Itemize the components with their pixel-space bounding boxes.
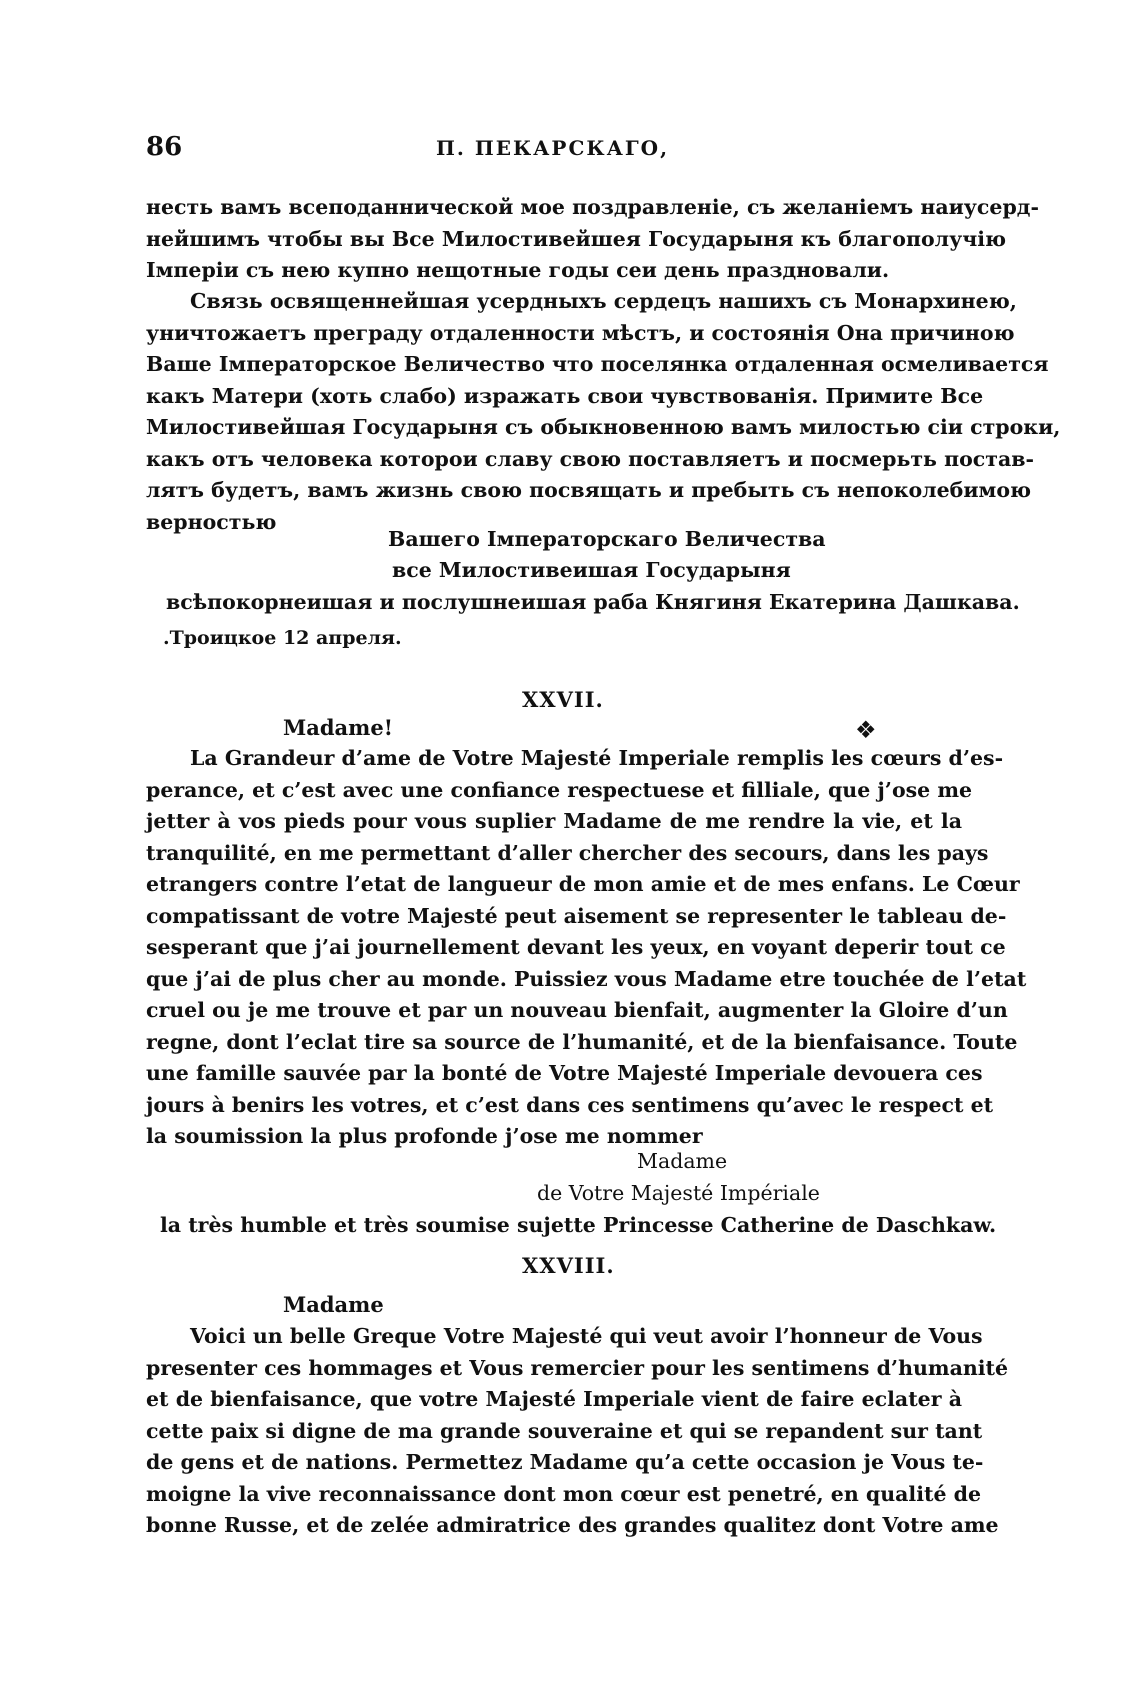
signature-line-fr: la très humble et très soumise sujette Princesse Catherine de Daschkaw. [160,1213,997,1237]
text-line: sesperant que j’ai journellement devant les yeux, en voyant deperir tout ce [146,935,1006,959]
text-line: Voici un belle Greque Votre Majesté qui veut avoir l’honneur de Vous [190,1324,983,1348]
text-line: de gens et de nations. Permettez Madame qu’a cette occasion je Vous te- [146,1450,984,1474]
text-line: лятъ будетъ, вамъ жизнь свою посвящать и пребыть съ непоколебимою [146,478,1032,502]
text-line: Імперіи съ нею купно нещотные годы сеи день праздновали. [146,258,890,282]
place-date: .Троицкое 12 апреля. [163,627,402,649]
text-line: какъ Матери (хоть слабо) изражать свои чувствованія. Примите Все [146,383,984,408]
closing-line-2-fr: de Votre Majesté Impériale [537,1181,820,1205]
text-line: Связь освященнейшая усердныхъ сердецъ нашихъ съ Монархинею, [190,289,1017,313]
page-number: 86 [146,132,183,162]
text-line: regne, dont l’eclat tire sa source de l’humanité, et de la bienfaisance. Toute [146,1029,1018,1054]
french-letter-27-body [146,743,1027,1153]
text-line: нейшимъ чтобы вы Все Милостивейшея Государыня къ благополучію [146,226,1007,251]
text-line: et de bienfaisance, que votre Majesté Imperiale vient de faire eclater à [146,1387,962,1411]
text-line: уничтожаетъ преграду отдаленности мѣстъ, и состоянія Она причиною [146,320,1015,345]
text-line: La Grandeur d’ame de Votre Majesté Imperiale remplis les cœurs d’es- [190,746,1004,770]
text-line: moigne la vive reconnaissance dont mon cœur est penetré, en qualité de [146,1481,982,1506]
signature-line: всѣпокорнеишая и послушнеишая раба Княгиня Екатерина Дашкава. [166,590,1020,614]
section-heading-28: XXVIII. [522,1253,615,1278]
closing-line-1: Вашего Імператорскаго Величества [388,527,826,551]
page-header [146,132,966,172]
closing-line-2: все Милостивеишая Государыня [392,558,791,582]
text-line: Ваше Імператорское Величество что поселянка отдаленная осмеливается [146,352,1049,376]
text-line: какъ отъ человека которои славу свою поставляетъ и посмерьть постав- [146,446,1035,471]
text-line: la soumission la plus profonde j’ose me nommer [146,1124,703,1148]
text-line: compatissant de votre Majesté peut aisement se representer le tableau de- [146,903,1007,928]
closing-line-1-fr: Madame [637,1149,728,1173]
text-line: perance, et c’est avec une confiance respectuese et filliale, que j’ose me [146,777,973,802]
text-line: несть вамъ всеподаннической мое поздравленіе, съ желаніемъ наиусерд- [146,195,1039,219]
running-head: П. ПЕКАРСКАГО, [436,136,670,160]
section-heading-27: XXVII. [522,687,604,712]
russian-letter-paragraph-2 [146,286,1061,538]
russian-letter-paragraph-1 [146,192,1039,287]
text-line: bonne Russe, et de zelée admiratrice des grandes qualitez dont Votre ame [146,1513,999,1537]
text-line: Милостивейшая Государыня съ обыкновенною вамъ милостью сіи строки, [146,415,1061,439]
text-line: etrangers contre l’etat de langueur de mon amie et de mes enfans. Le Cœur [146,872,1020,896]
salutation-27: Madame! [283,715,393,740]
text-line: верностью [146,509,277,534]
text-line: jours à benirs les votres, et c’est dans ces sentimens qu’avec le respect et [146,1092,994,1117]
text-line: presenter ces hommages et Vous remercier pour les sentimens d’humanité [146,1355,1009,1380]
ornament-icon: ❖ [855,716,877,744]
salutation-28: Madame [283,1292,384,1317]
text-line: cruel ou je me trouve et par un nouveau bienfait, augmenter la Gloire d’un [146,998,1008,1022]
text-line: cette paix si digne de ma grande souveraine et qui se repandent sur tant [146,1418,983,1443]
text-line: que j’ai de plus cher au monde. Puissiez vous Madame etre touchée de l’etat [146,966,1027,991]
text-line: jetter à vos pieds pour vous suplier Madame de me rendre la vie, et la [146,809,962,833]
french-letter-28-body [146,1321,1009,1542]
text-line: une famille sauvée par la bonté de Votre Majesté Imperiale devouera ces [146,1061,983,1085]
text-line: tranquilité, en me permettant d’aller chercher des secours, dans les pays [146,840,989,865]
